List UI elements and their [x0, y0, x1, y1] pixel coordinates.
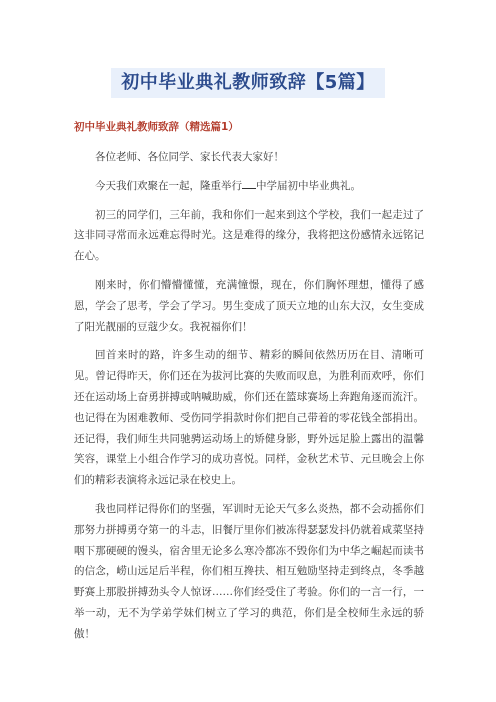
title-container [0, 68, 496, 98]
paragraph: 各位老师、各位同学、家长代表大家好！ [95, 151, 284, 163]
document-body [74, 147, 424, 653]
paragraph-text: 中学届初中毕业典礼。 [256, 179, 361, 192]
blank-underline [242, 178, 256, 189]
section-subtitle: 初中毕业典礼教师致辞（精选篇1） [74, 121, 239, 133]
paragraph: 我也同样记得你们的坚强，军训时无论天气多么炎热，都不会动摇你们那努力拼搏勇夺第一的斗志，旧餐厅里你们被冻得瑟瑟发抖仍就着咸菜坚持咽下那硬硬的馒头，宿舍里无论多么寒冷都冻不毁你们为中华之崛起而读书的信念，崂山远足后半程，你们相互搀扶、相互勉励坚持走到终点，冬季越野赛上那股拼搏劲头令人惊讶……你们经受住了考验。你们的一言一行，一举一动，无不为学弟学妹们树立了学习的典范，你们是全校师生永远的骄傲！ [74, 502, 424, 640]
document-title: 初中毕业典礼教师致辞【5篇】 [111, 68, 385, 98]
paragraph [74, 176, 424, 197]
paragraph: 刚来时，你们懵懵懂懂，充满憧憬，现在，你们胸怀理想，懂得了感恩，学会了思考，学会了学习。男生变成了顶天立地的山东大汉，女生变成了阳光靓丽的豆蔻少女。我祝福你们！ [74, 278, 424, 333]
paragraph: 回首来时的路，许多生动的细节、精彩的瞬间依然历历在目、清晰可见。曾记得昨天，你们还在为拔河比赛的失败而叹息，为胜利而欢呼，你们还在运动场上奋勇拼搏或呐喊助威，你们还在篮球赛场上奔跑角逐而流汗。也记得在为困难教师、受伤同学捐款时你们把自己带着的零花钱全部捐出。还记得，我们师生共同驰骋运动场上的矫健身影，野外远足脸上露出的温馨笑容，课堂上小组合作学习的成功喜悦。同样，金秋艺术节、元旦晚会上你们的精彩表演将永远记录在校史上。 [74, 349, 424, 487]
paragraph-text: 今天我们欢聚在一起，隆重举行 [95, 179, 242, 192]
paragraph: 初三的同学们，三年前，我和你们一起来到这个学校，我们一起走过了这非同寻常而永远难忘得时光。这是难得的缘分，我将把这份感情永远铭记在心。 [74, 208, 424, 263]
